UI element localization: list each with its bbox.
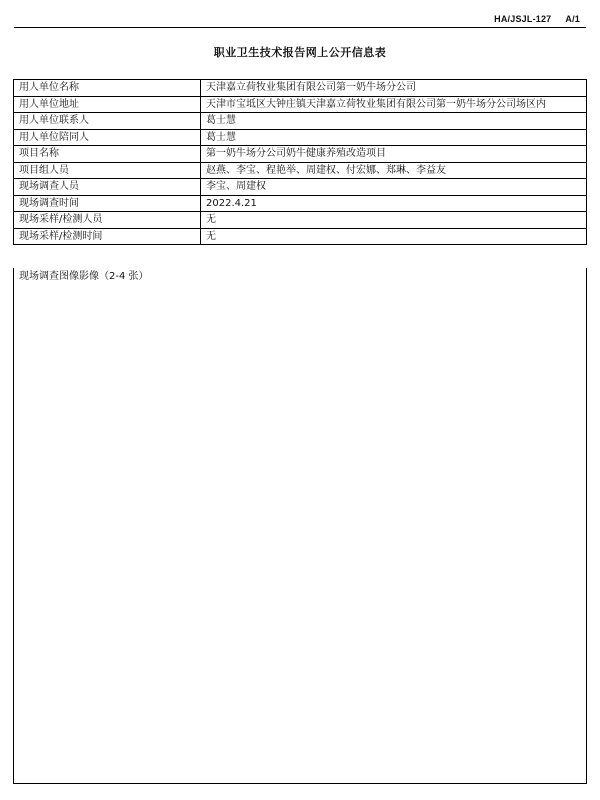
document-code — [494, 14, 580, 24]
row-value: 第一奶牛场分公司奶牛健康养殖改造项目 — [201, 146, 587, 163]
photo-section — [13, 268, 587, 784]
table-row — [14, 212, 587, 229]
table-row — [14, 228, 587, 245]
table-row — [14, 80, 587, 97]
row-value: 无 — [201, 212, 587, 229]
photo-section-label: 现场调查图像影像（2-4 张） — [19, 271, 149, 282]
revision: A/1 — [565, 14, 580, 24]
page-title: 职业卫生技术报告网上公开信息表 — [213, 46, 387, 59]
row-value: 无 — [201, 228, 587, 245]
doc-code: HA/JSJL-127 — [494, 14, 552, 24]
row-label: 用人单位陪同人 — [14, 129, 201, 146]
row-label: 用人单位名称 — [14, 80, 201, 97]
row-label: 现场采样/检测时间 — [14, 228, 201, 245]
table-row — [14, 113, 587, 130]
row-value: 赵燕、李宝、程艳举、周建权、付宏娜、郑琳、李益友 — [201, 162, 587, 179]
row-label: 现场调查时间 — [14, 195, 201, 212]
table-row — [14, 96, 587, 113]
row-value: 李宝、周建权 — [201, 179, 587, 196]
row-label: 用人单位联系人 — [14, 113, 201, 130]
row-value: 葛士慧 — [201, 129, 587, 146]
table-row — [14, 195, 587, 212]
row-label: 项目名称 — [14, 146, 201, 163]
row-value: 2022.4.21 — [201, 195, 587, 212]
table-row — [14, 179, 587, 196]
table-row — [14, 146, 587, 163]
header-rule — [14, 27, 586, 28]
row-value: 天津嘉立荷牧业集团有限公司第一奶牛场分公司 — [201, 80, 587, 97]
row-label: 项目组人员 — [14, 162, 201, 179]
info-table — [13, 79, 587, 245]
row-label: 用人单位地址 — [14, 96, 201, 113]
row-value: 天津市宝坻区大钟庄镇天津嘉立荷牧业集团有限公司第一奶牛场分公司场区内 — [201, 96, 587, 113]
row-label: 现场调查人员 — [14, 179, 201, 196]
row-label: 现场采样/检测人员 — [14, 212, 201, 229]
table-row — [14, 129, 587, 146]
table-row — [14, 162, 587, 179]
row-value: 葛士慧 — [201, 113, 587, 130]
